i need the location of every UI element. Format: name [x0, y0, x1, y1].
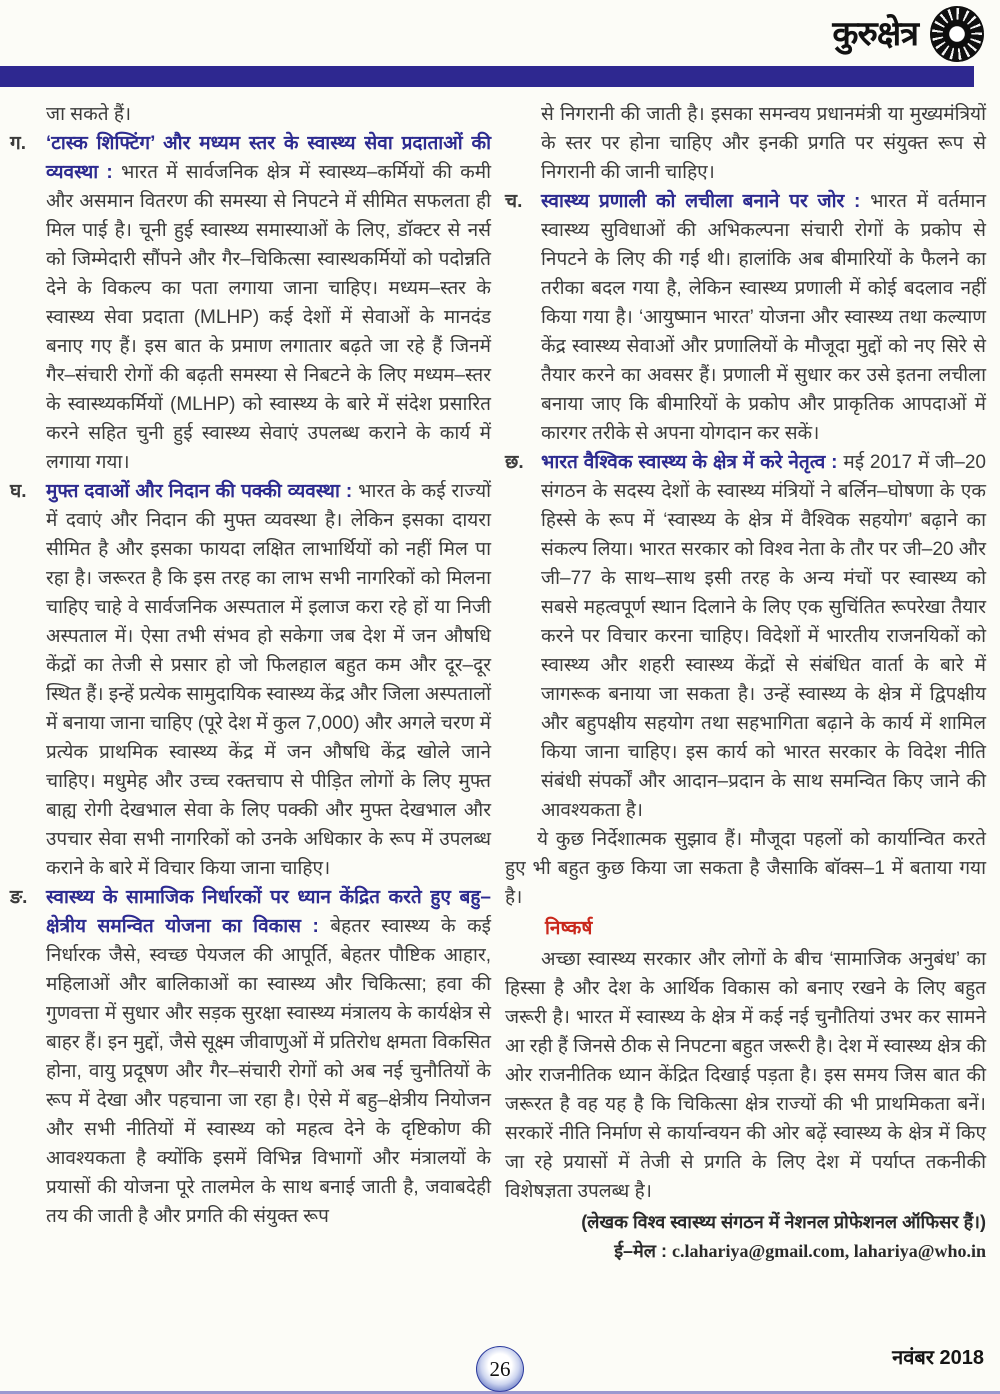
- conclusion-paragraph: अच्छा स्वास्थ्य सरकार और लोगों के बीच ‘सामाजिक अनुबंध’ का हिस्सा है और देश के आर्थिक विकास को बनाए रखने के लिए बहुत जरूरी है। भारत में स्वास्थ्य के क्षेत्र में कई नई चुनौतियां उभर कर सामने आ रही हैं जिनसे ठीक से निपटना बहुत जरूरी है। देश में स्वास्थ्य क्षेत्र की ओर राजनीतिक ध्यान केंद्रित दिखाई पड़ता है। इस समय जिस बात की जरूरत है वह यह है कि चिकित्सा क्षेत्र राज्यों की भी प्राथमिकता बनें। सरकारें नीति निर्माण से कार्यान्वयन की ओर बढ़ें स्वास्थ्य के क्षेत्र में किए जा रहे प्रयासों में तेजी से प्रगति के लिए देश में पर्याप्त तकनीकी विशेषज्ञता उपलब्ध है।: [505, 949, 986, 1202]
- email-line: [505, 1237, 986, 1266]
- item-heading: स्वास्थ्य के सामाजिक निर्धारकों पर ध्यान केंद्रित करते हुए बहु–क्षेत्रीय समन्वित योजना का विकास :: [46, 887, 491, 937]
- item-body: भारत में वर्तमान स्वास्थ्य सुविधाओं की अभिकल्पना संचारी रोगों के प्रकोप से निपटने के लिए की गई थी। हालांकि अब बीमारियों के फैलने का तरीका बदल गया है, लेकिन स्वास्थ्य प्रणाली में कोई बदलाव नहीं किया गया है। ‘आयुष्मान भारत’ योजना और स्वास्थ्य तथा कल्याण केंद्र स्वास्थ्य सेवाओं और प्रणालियों के मौजूदा मुद्दों को नए सिरे से तैयार करने का अवसर हैं। प्रणाली में सुधार कर उसे इतना लचीला बनाया जाए कि बीमारियों के प्रकोप और प्राकृतिक आपदाओं में कारगर तरीके से अपना योगदान कर सकें।: [541, 191, 986, 444]
- item-body: भारत के कई राज्यों में दवाएं और निदान की मुफ्त व्यवस्था है। लेकिन इसका दायरा सीमित है और इसका फायदा लक्षित लाभार्थियों को नहीं मिल पा रहा है। जरूरत है कि इस तरह का लाभ सभी नागरिकों को मिलना चाहिए चाहे वे सार्वजनिक अस्पताल में इलाज करा रहे हों या निजी अस्पताल में। ऐसा तभी संभव हो सकेगा जब देश में जन औषधि केंद्रों का तेजी से प्रसार हो जो फिलहाल बहुत कम और दूर–दूर स्थित हैं। इन्हें प्रत्येक सामुदायिक स्वास्थ्य केंद्र और जिला अस्पतालों में बनाया जाना चाहिए (पूरे देश में कुल 7,000) और अगले चरण में प्रत्येक प्राथमिक स्वास्थ्य केंद्र में जन औषधि केंद्र खोले जाने चाहिए। मधुमेह और उच्च रक्तचाप से पीड़ित लोगों के लिए मुफ्त बाह्य रोगी देखभाल सेवा के लिए पक्की और मुफ्त देखभाल और उपचार सेवा सभी नागरिकों को उनके अधिकार के रूप में उपलब्ध कराने के बारे में विचार किया जाना चाहिए।: [46, 481, 492, 879]
- continuation-text: जा सकते हैं।: [46, 104, 132, 125]
- list-item-text: [46, 883, 491, 1231]
- left-column: [10, 100, 491, 1266]
- list-marker: छ.: [505, 452, 524, 473]
- item-heading: मुफ्त दवाओं और निदान की पक्की व्यवस्था :: [46, 481, 353, 502]
- item-body: मई 2017 में जी–20 संगठन के सदस्य देशों के स्वास्थ्य मंत्रियों ने बर्लिन–घोषणा के एक हिस्से के रूप में ‘स्वास्थ्य के क्षेत्र में वैश्विक सहयोग’ बढ़ाने का संकल्प लिया। भारत सरकार को विश्व नेता के तौर पर जी–20 और जी–77 के साथ–साथ इसी तरह के अन्य मंचों पर स्वास्थ्य को सबसे महत्वपूर्ण स्थान दिलाने के लिए एक सुचिंतित रूपरेखा तैयार करने पर विचार करना चाहिए। विदेशों में भारतीय राजनयिकों को स्वास्थ्य और शहरी स्वास्थ्य केंद्रों से संबंधित वार्ता के बारे में जागरूक बनाया जा सकता है। उन्हें स्वास्थ्य के क्षेत्र में द्विपक्षीय और बहुपक्षीय सहयोग तथा सहभागिता बढ़ाने के कार्य में शामिल किया जाना चाहिए। इस कार्य को भारत सरकार के विदेश नीति संबंधी संपर्कों और आदान–प्रदान के साथ समन्वित किए जाने की आवश्यकता है।: [541, 452, 986, 821]
- list-item-text: [541, 448, 986, 825]
- header-divider-bar: [0, 66, 974, 87]
- conclusion-heading: निष्कर्ष: [545, 918, 593, 939]
- page-number-badge: 26: [476, 1346, 524, 1392]
- item-heading: स्वास्थ्य प्रणाली को लचीला बनाने पर जोर :: [541, 191, 861, 212]
- magazine-title: कुरुक्षेत्र: [832, 15, 918, 53]
- list-marker: घ.: [10, 481, 27, 502]
- issue-date: नवंबर 2018: [892, 1347, 984, 1369]
- item-heading: ‘टास्क शिफ्टिंग’ और मध्यम स्तर के स्वास्थ्य सेवा प्रदाताओं की व्यवस्था :: [46, 133, 491, 183]
- author-note: (लेखक विश्व स्वास्थ्य संगठन में नेशनल प्रोफेशनल ऑफिसर हैं।): [581, 1212, 986, 1232]
- article-body: [0, 87, 1000, 1266]
- list-item: [10, 477, 491, 883]
- list-item: [10, 129, 491, 477]
- list-item-text: [46, 129, 491, 477]
- list-item-text: [541, 187, 986, 448]
- list-item: [505, 448, 986, 825]
- item-body: भारत में सार्वजनिक क्षेत्र में स्वास्थ्य–कर्मियों की कमी और असमान वितरण की समस्या से निपटने में सीमित सफलता ही मिल पाई है। चूनी हुई स्वास्थ्य समास्याओं के लिए, डॉक्टर से नर्स को जिम्मेदारी सौंपने और गैर–चिकित्सा स्वास्थकर्मियों को पदोन्नति देने के विकल्प का पता लगाया जाना चाहिए। मध्यम–स्तर के स्वास्थ्य सेवा प्रदाता (MLHP) कई देशों में सेवाओं के मानदंड बनाए गए हैं। इस बात के प्रमाण लगातार बढ़ते जा रहे हैं जिनमें गैर–संचारी रोगों की बढ़ती समस्या से निबटने के लिए मध्यम–स्तर के स्वास्थ्यकर्मियों (MLHP) को स्वास्थ्य के बारे में संदेश प्रसारित करने सहित चुनी हुई स्वास्थ्य सेवाएं उपलब्ध कराने के कार्य में लगाया गया।: [46, 162, 492, 473]
- list-marker: ङ.: [10, 887, 28, 908]
- email-label: ई–मेल :: [614, 1241, 667, 1261]
- continuation-text: से निगरानी की जाती है। इसका समन्वय प्रधानमंत्री या मुख्यमंत्रियों के स्तर पर होना चाहिए और इनकी प्रगति पर संयुक्त रूप से निगरानी की जानी चाहिए।: [541, 104, 986, 183]
- list-item: [10, 883, 491, 1231]
- list-item-text: [46, 477, 491, 883]
- publisher-emblem-icon: [930, 6, 984, 62]
- masthead: [0, 0, 1000, 60]
- closing-paragraph: ये कुछ निर्देशात्मक सुझाव हैं। मौजूदा पहलों को कार्यान्वित करते हुए भी बहुत कुछ किया जा सकता है जैसाकि बॉक्स–1 में बताया गया है।: [505, 829, 986, 908]
- list-marker: ग.: [10, 133, 26, 154]
- list-marker: च.: [505, 191, 523, 212]
- email-addresses: c.lahariya@gmail.com, lahariya@who.in: [672, 1241, 986, 1261]
- item-heading: भारत वैश्विक स्वास्थ्य के क्षेत्र में करे नेतृत्व :: [541, 452, 838, 473]
- list-item: [505, 187, 986, 448]
- right-column: [505, 100, 986, 1266]
- item-body: बेहतर स्वास्थ्य के कई निर्धारक जैसे, स्वच्छ पेयजल की आपूर्ति, बेहतर पौष्टिक आहार, महिलाओं और बालिकाओं का स्वास्थ्य और चिकित्सा; हवा की गुणवत्ता में सुधार और सड़क सुरक्षा स्वास्थ्य मंत्रालय के कार्यक्षेत्र से बाहर हैं। इन मुद्दों, जैसे सूक्ष्म जीवाणुओं में प्रतिरोध क्षमता विकसित होना, वायु प्रदूषण और गैर–संचारी रोगों को अब नई चुनौतियों के रूप में देखा और पहचाना जा रहा है। ऐसे में बहु–क्षेत्रीय नियोजन और सभी नीतियों में स्वास्थ्य को महत्व देने के दृष्टिकोण की आवश्यकता है क्योंकि इसमें विभिन्न विभागों और मंत्रालयों के प्रयासों की योजना पूरे तालमेल के साथ बनाई जाती है, जवाबदेही तय की जाती है और प्रगति की संयुक्त रूप: [46, 916, 492, 1227]
- page-header: [0, 0, 1000, 87]
